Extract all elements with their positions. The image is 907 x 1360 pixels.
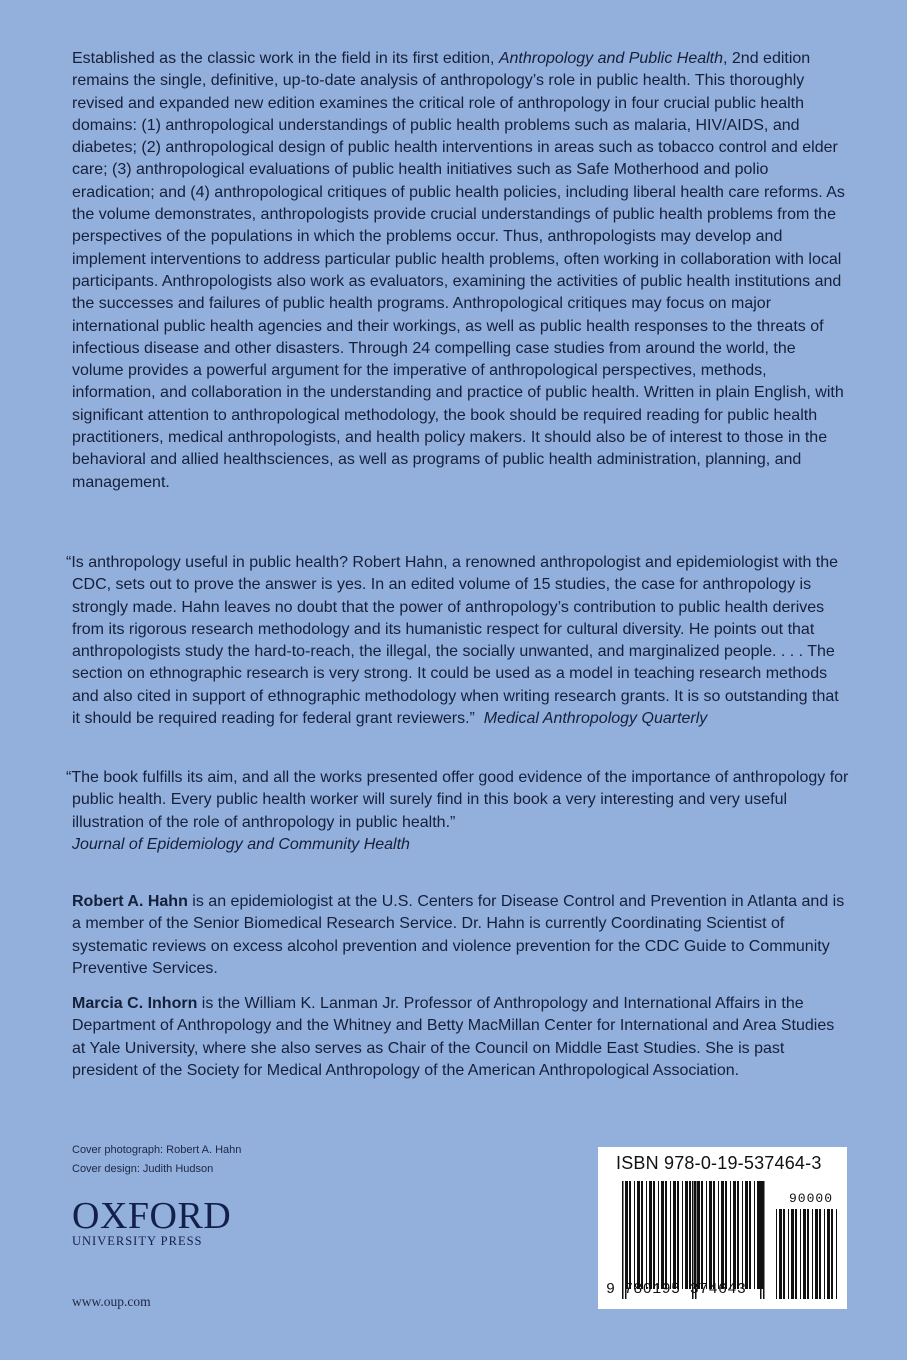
cover-credits [72,1140,241,1179]
author-bio-text: is the William K. Lanman Jr. Professor of Anthropology and International Affairs in the Department of Anthropology and the Whitney and Betty MacMillan Center for International and Area Studies at Yale University, where she also serves as Chair of the Council on Middle East Studies. She is past president of the Society for Medical Anthropology of the American Anthropological Association. [72,995,835,1079]
barcode-bar [815,1209,818,1299]
review-quote: “The book fulfills its aim, and all the works presented offer good evidence of the importance of anthropology for public health. Every public health worker will surely find in this book a very interesting and very useful illustration of the role of anthropology in public health.” [66,769,849,831]
barcode-bar [783,1209,785,1299]
barcode-bar [694,1181,695,1289]
barcode-bar [745,1181,748,1289]
barcode-bar [795,1209,797,1299]
review-source: Medical Anthropology Quarterly [483,710,708,728]
barcode-bar [721,1181,724,1289]
barcode-bar [646,1181,647,1289]
barcode-bar [682,1181,683,1289]
barcode-bar [725,1181,727,1289]
barcode-bar [803,1209,806,1299]
author-name: Robert A. Hahn [72,893,188,910]
author-bio-text: is an epidemiologist at the U.S. Centers for Disease Control and Prevention in Atlanta and is a member of the Senior Biomedical Research Service. Dr. Hahn is currently Coordinating Scientist of systematic reviews on excess alcohol prevention and violence prevention for the CDC Guide to Community Preventive Services. [72,893,845,977]
barcode-bar [819,1209,821,1299]
barcode-bar [742,1181,743,1289]
barcode-bar [673,1181,676,1289]
barcode-bar [836,1209,837,1299]
barcode-bar [665,1181,667,1289]
publisher-url[interactable]: www.oup.com [72,1294,151,1309]
barcode-bar [776,1209,777,1299]
barcode-bar [754,1181,755,1289]
description-body: , 2nd edition remains the single, definitive, up-to-date analysis of anthropology’s role in public health. This thoroughly revised and expanded new edition examines the critical role of anthropology in four crucial public health domains: (1) anthropological understandings of public health problems such as malaria, HIV/AIDS, and diabetes; (2) anthropological design of public health interventions in areas such as tobacco control and elder care; (3) anthropological evaluations of public health initiatives such as Safe Motherhood and polio eradication; and (4) anthropological critiques of public health policies, including liberal health care reforms. As the volume demonstrates, anthropologists provide crucial understandings of public health problems from the perspectives of the populations in which the problems occur. Thus, anthropologists may develop and implement interventions to address particular public health problems, often working in collaboration with local participants. Anthropologists also work as evaluators, examining the activities of public health institutions and the successes and failures of public health programs. Anthropological critiques may focus on major international public health agencies and their workings, as well as public health responses to the threats of infectious disease and other disasters. Through 24 compelling case studies from around the world, the volume provides a powerful argument for the imperative of anthropological perspectives, methods, information, and collaboration in the understanding and practice of public health. Written in plain English, with significant attention to anthropological methodology, the book should be required reading for public health practitioners, medical anthropologists, and health policy makers. It should also be of interest to those in the behavioral and allied healthsciences, as well as programs of public health administration, planning, and management. [72,50,845,491]
barcode-bar [737,1181,739,1289]
barcode-bar [637,1181,640,1289]
author-bio-inhorn [72,993,850,1082]
barcode-bar [713,1181,715,1289]
barcode-bar [641,1181,643,1289]
barcode-bar [709,1181,712,1289]
barcode-guard-bar [760,1181,762,1299]
book-title: Anthropology and Public Health [498,50,724,67]
barcode-bar [791,1209,794,1299]
oxford-logo [72,1196,252,1249]
barcode-bar [730,1181,731,1289]
barcode-bar [827,1209,830,1299]
photo-credit: Cover photograph: Robert A. Hahn [72,1144,242,1156]
barcode-bar [629,1181,631,1289]
barcode-bar [685,1181,688,1289]
barcode-bar [677,1181,679,1289]
barcode-bar [634,1181,635,1289]
barcode-bar [697,1181,700,1289]
barcode-bar [831,1209,833,1299]
design-credit: Cover design: Judith Hudson [72,1163,214,1175]
description-intro: Established as the classic work in the field in its first edition, [72,50,499,67]
barcode-digit-prefix: 9 [606,1281,616,1298]
barcode-bar [718,1181,719,1289]
barcode-bar [661,1181,664,1289]
barcode-bar [788,1209,789,1299]
barcode-bar [658,1181,659,1289]
barcode-digits-main: 780195 374643 [624,1281,747,1298]
barcode-bar [649,1181,652,1289]
isbn-label: ISBN 978-0-19-537464-3 [616,1153,822,1173]
review-2 [66,767,850,856]
barcode-bar [800,1209,801,1299]
review-quote: “Is anthropology useful in public health? Robert Hahn, a renowned anthropologist and epidemiologist with the CDC, sets out to prove the answer is yes. In an edited volume of 15 studies, the case for anthropology is strongly made. Hahn leaves no doubt that the power of anthropology’s contribution to public health derives from its rigorous research methodology and its humanistic respect for cultural diversity. He points out that anthropologists study the hard-to-reach, the illegal, the socially unwanted, and marginalized people. . . . The section on ethnographic research is very strong. It could be used as a model in teaching research methods and also cited in support of ethnographic methodology when writing research grants. It is so outstanding that it should be required reading for federal grant reviewers.” [66,554,839,728]
book-description [72,48,850,494]
oxford-logo-word: OXFORD [72,1195,232,1237]
review-1 [66,552,850,730]
barcode-bar [807,1209,809,1299]
barcode-bar [689,1181,691,1289]
barcode-bar [757,1181,760,1289]
barcode-bar [653,1181,655,1289]
barcode-bar [670,1181,671,1289]
price-code: 90000 [788,1191,833,1206]
barcode-guard-bar [763,1181,765,1299]
oxford-logo-subtitle: UNIVERSITY PRESS [72,1234,203,1248]
barcode-bar [812,1209,813,1299]
isbn-barcode [598,1147,847,1309]
barcode-bar [824,1209,825,1299]
barcode-bar [749,1181,751,1289]
barcode-bar [701,1181,703,1289]
barcode-bar [779,1209,782,1299]
author-name: Marcia C. Inhorn [72,995,198,1012]
barcode-bar [733,1181,736,1289]
review-source: Journal of Epidemiology and Community Health [72,835,410,853]
barcode-bar [706,1181,707,1289]
author-bio-hahn [72,891,850,980]
